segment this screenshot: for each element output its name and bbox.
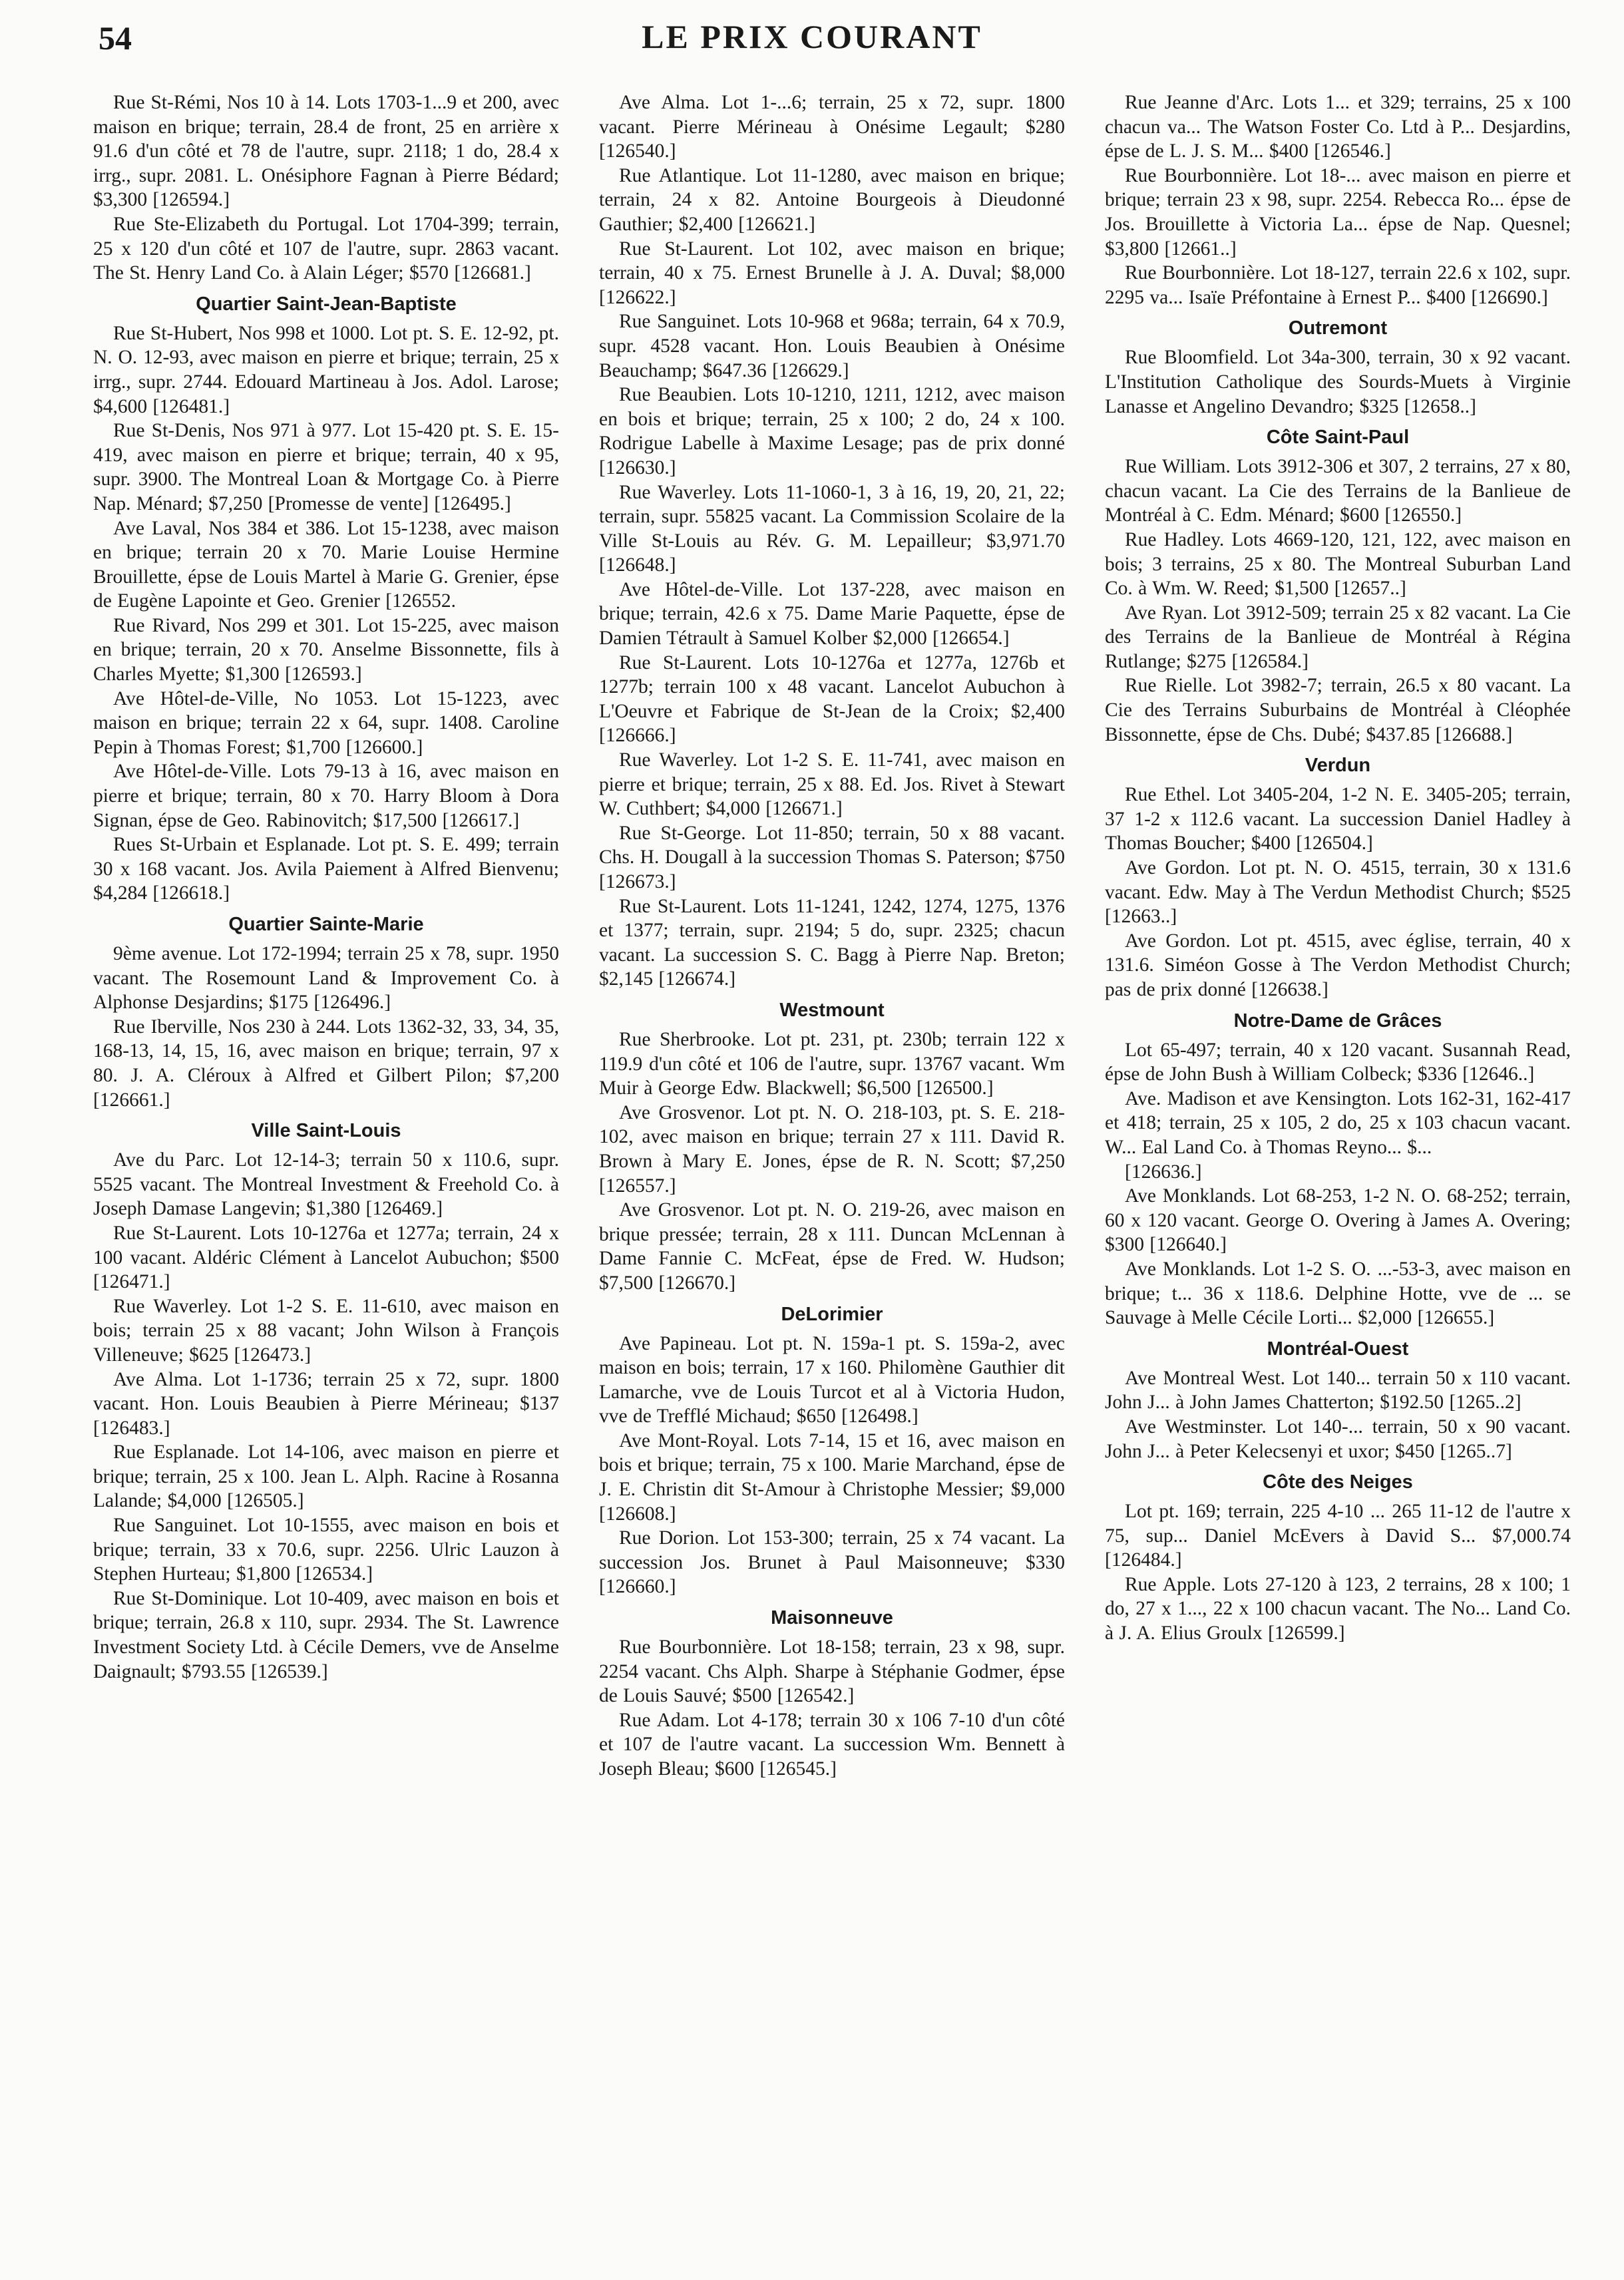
- listing-entry: Ave Montreal West. Lot 140... terrain 50 x 110 vacant. John J... à John James Chatterton; $192.50 [1265..2]: [1105, 1367, 1571, 1414]
- section-heading: Westmount: [779, 999, 885, 1021]
- listing-entry: Ave Monklands. Lot 1-2 S. O. ...-53-3, avec maison en brique; t... 36 x 118.6. Delphine Hotte, vve de ... se Sauvage à Melle Cécile Lorti... $2,000 [126655.]: [1105, 1258, 1571, 1329]
- listing-entry: Rue Ste-Elizabeth du Portugal. Lot 1704-399; terrain, 25 x 120 d'un côté et 107 de l'autre, supr. 2863 vacant. The St. Henry Land Co. à Alain Léger; $570 [126681.]: [93, 213, 559, 284]
- listing-entry: Rue Hadley. Lots 4669-120, 121, 122, avec maison en bois; 3 terrains, 25 x 80. The Montreal Suburban Land Co. à Wm. W. Reed; $1,500 [12657..]: [1105, 528, 1571, 600]
- listing-entry: Ave Mont-Royal. Lots 7-14, 15 et 16, avec maison en bois et brique; terrain, 75 x 100. Marie Marchand, épse de J. E. Christin dit St-Amour à Christophe Messier; $9,000 [126608.]: [599, 1429, 1065, 1525]
- listing-entry: Rue Rivard, Nos 299 et 301. Lot 15-225, avec maison en brique; terrain, 20 x 70. Anselme Bissonnette, fils à Charles Myette; $1,300 [126593.]: [93, 614, 559, 685]
- listing-entry: Rue Bloomfield. Lot 34a-300, terrain, 30 x 92 vacant. L'Institution Catholique des Sourds-Muets à Virginie Lanasse et Angelino Devandro; $325 [12658..]: [1105, 347, 1571, 417]
- listing-entry: Ave Ryan. Lot 3912-509; terrain 25 x 82 vacant. La Cie des Terrains de la Banlieue de Montréal à Régina Rutlange; $275 [126584.]: [1105, 602, 1571, 672]
- section-heading: Quartier Saint-Jean-Baptiste: [196, 293, 457, 315]
- listing-entry: Rue Waverley. Lot 1-2 S. E. 11-610, avec maison en bois; terrain 25 x 88 vacant; John Wilson à François Villeneuve; $625 [126473.]: [93, 1295, 559, 1366]
- listing-entry: Ave Grosvenor. Lot pt. N. O. 219-26, avec maison en brique pressée; terrain, 28 x 111. Duncan McLennan à Dame Fannie C. McFeat, épse de Fred. W. Hudson; $7,500 [126670.]: [599, 1199, 1065, 1294]
- listing-entry: Rue Waverley. Lots 11-1060-1, 3 à 16, 19, 20, 21, 22; terrain, supr. 55825 vacant. La Commission Scolaire de la Ville St-Louis au Rév. G. M. Lepailleur; $3,971.70 [126648.]: [599, 481, 1065, 576]
- section-heading: Quartier Sainte-Marie: [228, 914, 424, 935]
- listing-entry: Rue Beaubien. Lots 10-1210, 1211, 1212, avec maison en bois et brique; terrain, 25 x 100; 2 do, 24 x 100. Rodrigue Labelle à Maxime Lesage; pas de prix donné [126630.]: [599, 384, 1065, 478]
- listing-entry: Rue Rielle. Lot 3982-7; terrain, 26.5 x 80 vacant. La Cie des Terrains Suburbains de Montréal à Cléophée Bissonnette, épse de Chs. Dubé; $437.85 [126688.]: [1105, 675, 1571, 745]
- listing-entry: Rues St-Urbain et Esplanade. Lot pt. S. E. 499; terrain 30 x 168 vacant. Jos. Avila Paiement à Alfred Bienvenu; $4,284 [126618.]: [93, 834, 559, 904]
- section-heading: Côte Saint-Paul: [1266, 427, 1410, 449]
- section-heading: Notre-Dame de Grâces: [1233, 1010, 1442, 1032]
- listing-entry: Rue St-Laurent. Lots 11-1241, 1242, 1274, 1275, 1376 et 1377; terrain, supr. 2194; 5 do, supr. 2325; chacun vacant. La succession S. C. Bagg à Pierre Nap. Breton; $2,145 [126674.]: [599, 895, 1065, 990]
- listing-entry: Ave Hôtel-de-Ville. Lot 137-228, avec maison en brique; terrain, 42.6 x 75. Dame Marie Paquette, épse de Damien Tétrault à Samuel Kolber $2,000 [126654.]: [599, 578, 1065, 650]
- listing-entry: Rue Atlantique. Lot 11-1280, avec maison en brique; terrain, 24 x 82. Antoine Bourgeois à Dieudonné Gauthier; $2,400 [126621.]: [599, 164, 1065, 235]
- listing-entry: Rue St-Denis, Nos 971 à 977. Lot 15-420 pt. S. E. 15-419, avec maison en pierre et brique; terrain, 40 x 95, supr. 3900. The Montreal Loan & Mortgage Co. à Pierre Nap. Ménard; $7,250 [Promesse de vente] [126495.]: [93, 420, 559, 514]
- listing-entry: Ave Alma. Lot 1-1736; terrain 25 x 72, supr. 1800 vacant. Hon. Louis Beaubien à Pierre Mérineau; $137 [126483.]: [93, 1368, 559, 1439]
- listing-entry: Ave Alma. Lot 1-...6; terrain, 25 x 72, supr. 1800 vacant. Pierre Mérineau à Onésime Legault; $280 [126540.]: [599, 92, 1065, 162]
- listing-entry: Rue St-Hubert, Nos 998 et 1000. Lot pt. S. E. 12-92, pt. N. O. 12-93, avec maison en pierre et brique; terrain, 25 x irrg., supr. 2744. Edouard Martineau à Jos. Adol. Larose; $4,600 [126481.]: [93, 322, 559, 417]
- listing-entry: Rue Bourbonnière. Lot 18-127, terrain 22.6 x 102, supr. 2295 va... Isaïe Préfontaine à Ernest P... $400 [126690.]: [1105, 262, 1571, 308]
- listing-entry: Ave Grosvenor. Lot pt. N. O. 218-103, pt. S. E. 218-102, avec maison en brique; terrain 27 x 111. David R. Brown à Mary E. Jones, épse de R. N. Scott; $7,250 [126557.]: [599, 1101, 1065, 1197]
- running-head: LE PRIX COURANT: [642, 18, 982, 55]
- listing-entry: Rue William. Lots 3912-306 et 307, 2 terrains, 27 x 80, chacun vacant. La Cie des Terrains de la Banlieue de Montréal à C. Edm. Ménard; $600 [126550.]: [1105, 456, 1571, 526]
- column-3: [1105, 91, 1571, 1782]
- listing-entry: Lot pt. 169; terrain, 225 4-10 ... 265 11-12 de l'autre x 75, sup... Daniel McEvers à David S... $7,000.74 [126484.]: [1105, 1501, 1571, 1571]
- listing-entry: Ave. Madison et ave Kensington. Lots 162-31, 162-417 et 418; terrain, 25 x 105, 2 do, 25 x 103 chacun vacant. W... Eal Land Co. à Thomas Reyno... $...: [1105, 1087, 1571, 1158]
- listing-entry: Ave Papineau. Lot pt. N. 159a-1 pt. S. 159a-2, avec maison en bois; terrain, 17 x 160. Philomène Gauthier dit Lamarche, vve de Louis Turcot et al à Victoria Hudon, vve de Trefflé Michaud; $650 [126498.]: [599, 1332, 1065, 1427]
- listing-entry: Rue Sanguinet. Lot 10-1555, avec maison en bois et brique; terrain, 33 x 70.6, supr. 2256. Ulric Lauzon à Stephen Hurteau; $1,800 [126534.]: [93, 1515, 559, 1585]
- listing-entry: Ave Hôtel-de-Ville, No 1053. Lot 15-1223, avec maison en brique; terrain 22 x 64, supr. 1408. Caroline Pepin à Thomas Forest; $1,700 [126600.]: [93, 687, 559, 758]
- listing-entry: Ave Westminster. Lot 140-... terrain, 50 x 90 vacant. John J... à Peter Kelecsenyi et uxor; $450 [1265..7]: [1105, 1416, 1571, 1462]
- section-heading: Verdun: [1305, 755, 1371, 777]
- section-heading: Montréal-Ouest: [1267, 1338, 1409, 1360]
- listing-entry: [126636.]: [1125, 1161, 1202, 1183]
- section-heading: Maisonneuve: [771, 1607, 893, 1629]
- listing-entry: Rue Iberville, Nos 230 à 244. Lots 1362-32, 33, 34, 35, 168-13, 14, 15, 16, avec maison en brique; terrain, 97 x 80. J. A. Cléroux à Alfred et Gilbert Pilon; $7,200 [126661.]: [93, 1016, 559, 1111]
- listing-entry: Rue St-George. Lot 11-850; terrain, 50 x 88 vacant. Chs. H. Dougall à la succession Thomas S. Paterson; $750 [126673.]: [599, 822, 1066, 892]
- listing-entry: Rue Sanguinet. Lots 10-968 et 968a; terrain, 64 x 70.9, supr. 4528 vacant. Hon. Louis Beaubien à Onésime Beauchamp; $647.36 [126629.]: [599, 311, 1065, 381]
- listing-entry: Rue St-Laurent. Lots 10-1276a et 1277a; terrain, 24 x 100 vacant. Aldéric Clément à Lancelot Aubuchon; $500 [126471.]: [93, 1222, 559, 1293]
- listing-entry: Ave Monklands. Lot 68-253, 1-2 N. O. 68-252; terrain, 60 x 120 vacant. George O. Overing à James A. Overing; $300 [126640.]: [1105, 1185, 1571, 1256]
- listing-entry: Rue Sherbrooke. Lot pt. 231, pt. 230b; terrain 122 x 119.9 d'un côté et 106 de l'autre, supr. 13767 vacant. Wm Muir à George Edw. Blackwell; $6,500 [126500.]: [599, 1028, 1065, 1099]
- listing-entry: Rue Bourbonnière. Lot 18-... avec maison en pierre et brique; terrain 23 x 98, supr. 2254. Rebecca Ro... épse de Jos. Brouillette à Victoria La... épse de Nap. Quesnel; $3,800 [12661..]: [1105, 164, 1571, 260]
- listing-entry: Rue Ethel. Lot 3405-204, 1-2 N. E. 3405-205; terrain, 37 1-2 x 112.6 vacant. La succession Daniel Hadley à Thomas Boucher; $400 [126504.]: [1105, 784, 1571, 855]
- section-heading: DeLorimier: [781, 1303, 883, 1325]
- listing-entry: Rue Bourbonnière. Lot 18-158; terrain, 23 x 98, supr. 2254 vacant. Chs Alph. Sharpe à Stéphanie Godmer, épse de Louis Sauvé; $500 [126542.]: [599, 1636, 1065, 1707]
- listing-entry: Rue Adam. Lot 4-178; terrain 30 x 106 7-10 d'un côté et 107 de l'autre vacant. La succession Wm. Bennett à Joseph Bleau; $600 [126545.]: [599, 1709, 1065, 1780]
- listing-entry: Ave Gordon. Lot pt. 4515, avec église, terrain, 40 x 131.6. Siméon Gosse à The Verdon Methodist Church; pas de prix donné [126638.]: [1105, 930, 1571, 1000]
- listing-entry: Lot 65-497; terrain, 40 x 120 vacant. Susannah Read, épse de John Bush à William Colbeck; $336 [12646..]: [1105, 1039, 1571, 1085]
- listing-entry: Rue Jeanne d'Arc. Lots 1... et 329; terrains, 25 x 100 chacun va... The Watson Foster Co. Ltd à P... Desjardins, épse de L. J. S. M... $400 [126546.]: [1105, 92, 1571, 162]
- listing-entry: Rue St-Laurent. Lot 102, avec maison en brique; terrain, 40 x 75. Ernest Brunelle à J. A. Duval; $8,000 [126622.]: [599, 238, 1065, 308]
- listing-entry: Rue Dorion. Lot 153-300; terrain, 25 x 74 vacant. La succession Jos. Brunet à Paul Maisonneuve; $330 [126660.]: [599, 1527, 1065, 1598]
- section-heading: Outremont: [1288, 317, 1388, 339]
- listing-entry: Rue Waverley. Lot 1-2 S. E. 11-741, avec maison en pierre et brique; terrain, 25 x 88. Ed. Jos. Rivet à Stewart W. Cuthbert; $4,000 [126671.]: [599, 749, 1065, 820]
- listing-entry: Rue St-Laurent. Lots 10-1276a et 1277a, 1276b et 1277b; terrain 100 x 48 vacant. Lancelot Aubuchon à L'Oeuvre et Fabrique de St-Jean de la Croix; $2,400 [126666.]: [599, 652, 1065, 747]
- listing-entry: Ave Laval, Nos 384 et 386. Lot 15-1238, avec maison en brique; terrain 20 x 70. Marie Louise Hermine Brouillette, épse de Louis Martel à Marie G. Grenier, épse de Eugène Lapointe et Geo. Grenier [126552.: [93, 517, 559, 612]
- listing-entry: Ave Hôtel-de-Ville. Lots 79-13 à 16, avec maison en pierre et brique; terrain, 80 x 70. Harry Bloom à Dora Signan, épse de Geo. Rabinovitch; $17,500 [126617.]: [93, 761, 559, 831]
- listing-entry: Rue St-Rémi, Nos 10 à 14. Lots 1703-1...9 et 200, avec maison en brique; terrain, 28.4 de front, 25 en arrière x 91.6 d'un côté et 78 de l'autre, supr. 2118; 1 do, 28.4 x irrg., supr. 2081. L. Onésiphore Fagnan à Pierre Bédard; $3,300 [126594.]: [93, 92, 559, 211]
- listing-entry: Ave du Parc. Lot 12-14-3; terrain 50 x 110.6, supr. 5525 vacant. The Montreal Investment & Freehold Co. à Joseph Damase Langevin; $1,380 [126469.]: [93, 1149, 559, 1220]
- listing-entry: Rue St-Dominique. Lot 10-409, avec maison en bois et brique; terrain, 26.8 x 110, supr. 2934. The St. Lawrence Investment Society Ltd. à Cécile Demers, vve de Anselme Daignault; $793.55 [126539.]: [93, 1587, 559, 1682]
- listing-entry: Rue Esplanade. Lot 14-106, avec maison en pierre et brique; terrain, 25 x 100. Jean L. Alph. Racine à Rosanna Lalande; $4,000 [126505.]: [93, 1441, 559, 1512]
- listing-entry: Ave Gordon. Lot pt. N. O. 4515, terrain, 30 x 131.6 vacant. Edw. May à The Verdun Methodist Church; $525 [12663..]: [1105, 857, 1571, 928]
- column-2: [599, 91, 1065, 1782]
- listing-entry: 9ème avenue. Lot 172-1994; terrain 25 x 78, supr. 1950 vacant. The Rosemount Land & Improvement Co. à Alphonse Desjardins; $175 [126496.]: [93, 943, 559, 1014]
- section-heading: Ville Saint-Louis: [251, 1120, 401, 1142]
- column-1: [93, 91, 559, 1782]
- listing-entry: Rue Apple. Lots 27-120 à 123, 2 terrains, 28 x 100; 1 do, 27 x 1..., 22 x 100 chacun vacant. The No... Land Co. à J. A. Elius Groulx [126599.]: [1105, 1573, 1571, 1644]
- page-number: 54: [99, 19, 132, 57]
- text-columns: [93, 91, 1571, 1782]
- section-heading: Côte des Neiges: [1263, 1471, 1413, 1493]
